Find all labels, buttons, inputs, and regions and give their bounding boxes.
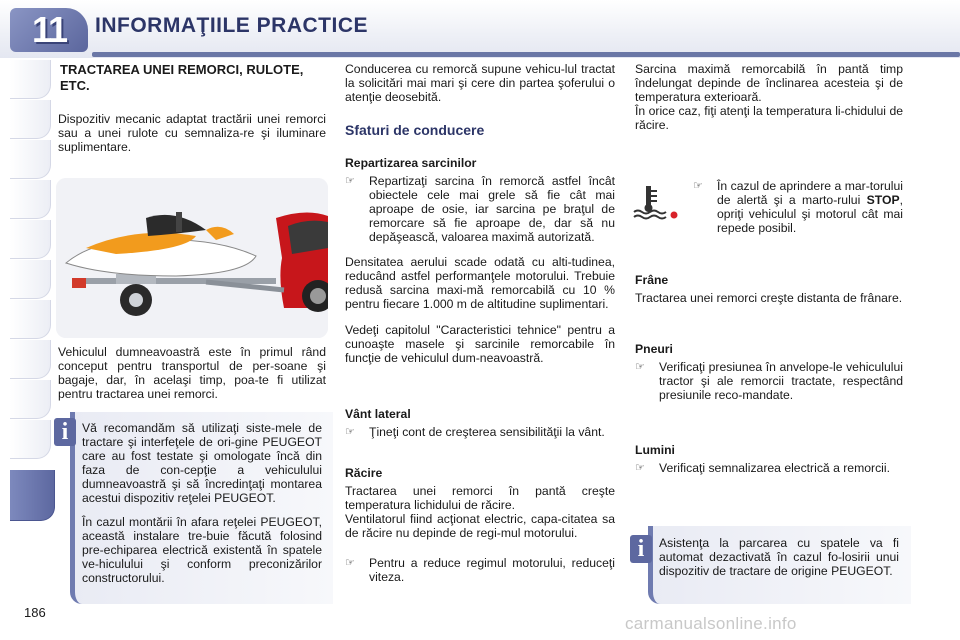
chapter-tab[interactable] bbox=[10, 220, 51, 259]
wind-bullet bbox=[345, 425, 615, 439]
lights-bullet bbox=[635, 461, 903, 475]
section-title: TRACTAREA UNEI REMORCI, RULOTE, ETC. bbox=[60, 62, 304, 93]
load-bullet bbox=[345, 174, 615, 244]
driving-advice-title: Sfaturi de conducere bbox=[345, 122, 485, 138]
chapter-tab[interactable] bbox=[10, 100, 51, 139]
chapter-tab[interactable] bbox=[10, 180, 51, 219]
parking-info-text: Asistenţa la parcarea cu spatele va fi automat dezactivată în cazul fo-losirii unui dispozitiv de tractare de origine PEUGEOT. bbox=[659, 536, 899, 578]
chapter-tab[interactable] bbox=[10, 140, 51, 179]
chapter-title: INFORMAŢIILE PRACTICE bbox=[95, 14, 368, 37]
stop-label: STOP bbox=[866, 193, 900, 207]
chapter-tab-active[interactable] bbox=[10, 470, 55, 521]
tyres-bullet-text: Verificaţi presiunea în anvelope-le vehiculului tractor şi ale remorcii tractate, respectând presiunile reco-mandate. bbox=[659, 360, 903, 402]
altitude-paragraph: Densitatea aerului scade odată cu alti-tudinea, reducând astfel performanţele motorului. Trebuie redusă sarcina maxi-mă remorcabilă cu 10 % pentru fiecare 1.000 m de altitudine suplimentari. bbox=[345, 255, 615, 311]
warning-bullet bbox=[693, 179, 903, 235]
tyres-heading: Pneuri bbox=[635, 342, 673, 356]
chapter-tab[interactable] bbox=[10, 380, 51, 419]
pointer-icon: ☞ bbox=[345, 426, 355, 438]
technical-chapter-paragraph: Vedeţi capitolul "Caracteristici tehnice" pentru a cunoaşte masele şi sarcinile remorcabile în funcţie de vehiculul dum-neavoastră. bbox=[345, 323, 615, 365]
lights-heading: Lumini bbox=[635, 443, 675, 457]
coolant-temperature-icon bbox=[632, 182, 680, 222]
load-bullet-text: Repartizaţi sarcina în remorcă astfel încât obiectele cele mai grele să fie cât mai aproape de osie, iar sarcina pe braţul de remorcare să fie aproape de, dar să nu depăşească, valoarea maximă autorizată. bbox=[369, 174, 615, 244]
chapter-tab[interactable] bbox=[10, 60, 51, 99]
pointer-icon: ☞ bbox=[345, 557, 355, 569]
pointer-icon: ☞ bbox=[693, 180, 703, 192]
chapter-number: 11 bbox=[31, 9, 67, 50]
coolant-temperature-paragraph: În orice caz, fiţi atenţi la temperatura li-chidului de răcire. bbox=[635, 104, 903, 132]
info-icon: i bbox=[54, 418, 76, 446]
chapter-tab[interactable] bbox=[10, 300, 51, 339]
cooling-paragraph-2: Ventilatorul fiind acţionat electric, capa-citatea sa de răcire nu depinde de regi-mul motorului. bbox=[345, 512, 615, 540]
towing-intro-paragraph: Conducerea cu remorcă supune vehicu-lul tractat la solicitări mai mari şi cere din partea şoferului o atenţie deosebită. bbox=[345, 62, 615, 104]
load-heading: Repartizarea sarcinilor bbox=[345, 156, 477, 170]
trailer-illustration bbox=[56, 178, 328, 338]
tyres-bullet bbox=[635, 360, 903, 402]
header-underline bbox=[92, 52, 960, 57]
wind-bullet-text: Ţineţi cont de creşterea sensibilităţii la vânt. bbox=[369, 425, 605, 439]
cooling-paragraph-1: Tractarea unei remorci în pantă creşte temperatura lichidului de răcire. bbox=[345, 484, 615, 512]
chapter-tab[interactable] bbox=[10, 340, 51, 379]
cooling-bullet-text: Pentru a reduce regimul motorului, reduceţi viteza. bbox=[369, 556, 615, 584]
pointer-icon: ☞ bbox=[345, 175, 355, 187]
watermark: carmanualsonline.info bbox=[625, 614, 797, 633]
intro-paragraph: Dispozitiv mecanic adaptat tractării unei remorci sau a unei rulote cu semnaliza-re şi iluminare suplimentare. bbox=[58, 112, 326, 154]
page-number: 186 bbox=[24, 605, 46, 620]
chapter-tab[interactable] bbox=[10, 420, 51, 459]
cooling-bullet bbox=[345, 556, 615, 584]
pointer-icon: ☞ bbox=[635, 462, 645, 474]
cooling-heading: Răcire bbox=[345, 466, 383, 480]
brakes-heading: Frâne bbox=[635, 273, 669, 287]
lights-bullet-text: Verificaţi semnalizarea electrică a remorcii. bbox=[659, 461, 890, 475]
pointer-icon: ☞ bbox=[635, 361, 645, 373]
jetski-trailer-image bbox=[56, 178, 328, 338]
info-icon: i bbox=[630, 535, 652, 563]
wind-heading: Vânt lateral bbox=[345, 407, 411, 421]
brakes-paragraph: Tractarea unei remorci creşte distanta de frânare. bbox=[635, 291, 903, 305]
vehicle-usage-paragraph: Vehiculul dumneavoastră este în primul rând conceput pentru transportul de per-soane şi bagaje, dar, în acelaşi timp, poa-te fi utilizat pentru tractarea unei remorci. bbox=[58, 345, 326, 401]
info-paragraph-2: În cazul montării în afara reţelei PEUGEOT, această instalare tre-buie făcută folosind pre-echiparea electrică existentă în spatele ve-hiculului şi conform preconizărilor constructorului. bbox=[82, 515, 322, 585]
warning-bullet-text: În cazul de aprindere a mar-torului de alertă şi a marto-rului STOP, opriţi vehiculul şi motorul cât mai repede posibil. bbox=[717, 179, 903, 235]
slope-paragraph: Sarcina maximă remorcabilă în pantă timp îndelungat depinde de înclinarea acesteia şi de temperatura exterioară. bbox=[635, 62, 903, 104]
chapter-tabs bbox=[0, 58, 54, 640]
info-paragraph-1: Vă recomandăm să utilizaţi siste-mele de tractare şi interfeţele de ori-gine PEUGEOT care au fost testate şi omologate încă din faza de con-cepţie a vehiculului dumneavoastră şi să încredinţaţi montarea acestui dispozitiv reţelei PEUGEOT. bbox=[82, 421, 322, 505]
chapter-tab[interactable] bbox=[10, 260, 51, 299]
